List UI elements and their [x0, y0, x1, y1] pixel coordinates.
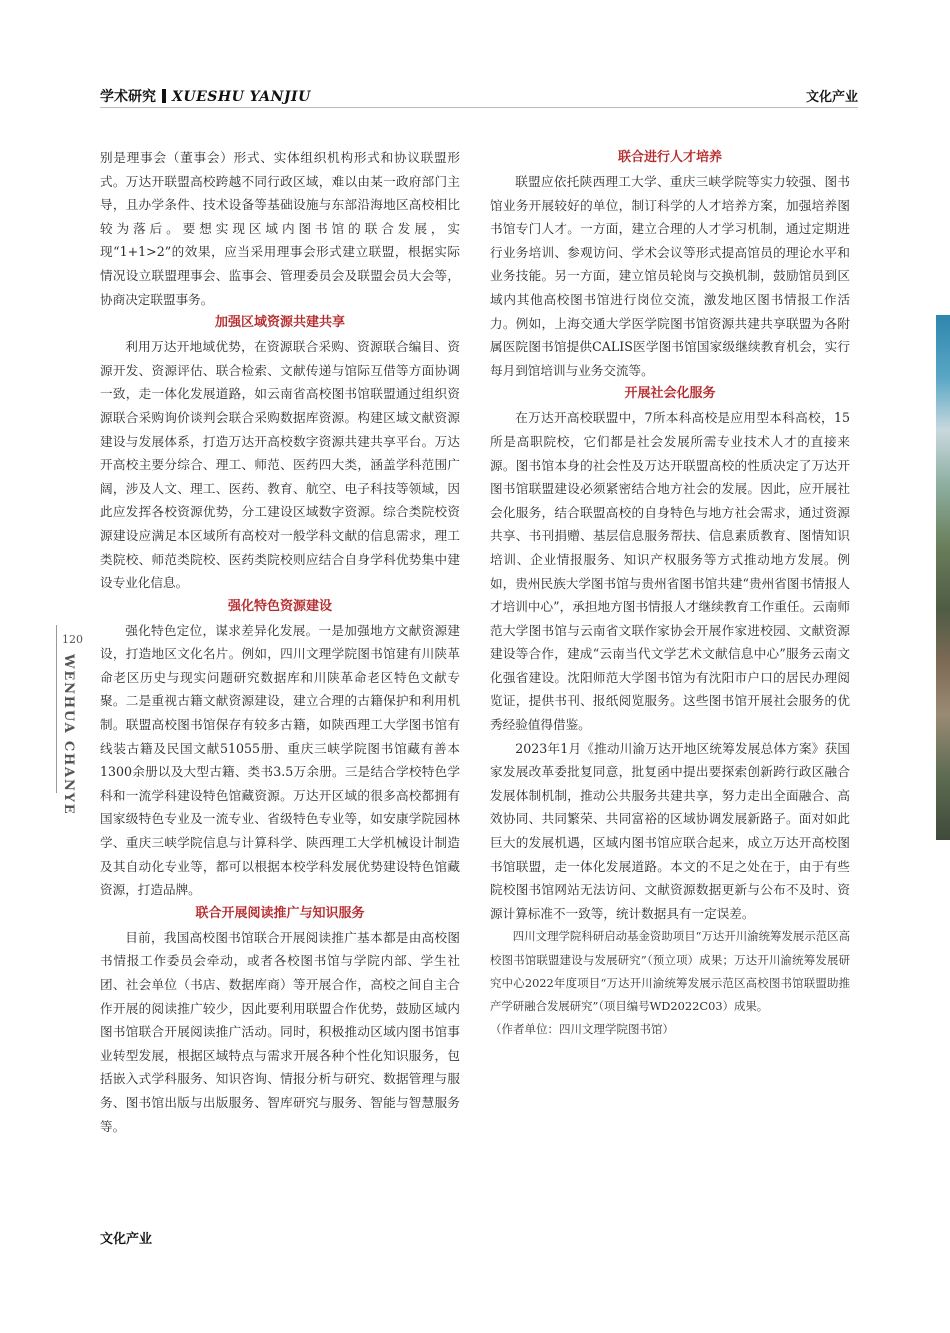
vertical-magazine-title: WENHUA CHANYE	[61, 654, 76, 816]
paragraph: 目前，我国高校图书馆联合开展阅读推广基本都是由高校图书情报工作委员会牵动，或者各校图书馆与学院内部、学生社团、社会单位（书店、数据库商）等开展合作，高校之间自主合作开展的阅读推广较少，因此要利用联盟合作优势，鼓励区域内图书馆联合开展阅读推广活动。同时，积极推动区域内图书馆事业转型发展，根据区域特点与需求开展各种个性化知识服务，包括嵌入式学科服务、知识咨询、情报分析与研究、数据管理与服务、图书馆出版与出版服务、智库研究与服务、智能与智慧服务等。	[100, 929, 460, 1134]
page-number: 120	[62, 633, 83, 646]
header-divider-bar	[162, 89, 166, 103]
section-title-pinyin: XUESHU YANJIU	[172, 89, 311, 105]
running-header	[100, 86, 311, 106]
paragraph: 在万达开高校联盟中，7所本科高校是应用型本科高校，15所是高职院校，它们都是社会发展所需专业技术人才的直接来源。图书馆本身的社会性及万达开联盟高校的性质决定了万达开图书馆联盟建设必须紧密结合地方社会的发展。因此，应开展社会化服务，结合联盟高校的自身特色与地方社会需求，通过资源共享、书刊捐赠、基层信息服务帮扶、信息素质教育、图情知识培训、企业情报服务、知识产权服务等方式推动地方发展。例如，贵州民族大学图书馆与贵州省图书馆共建“贵州省图书情报人才培训中心”，承担地方图书情报人才继续教育工作重任。云南师范大学图书馆与云南省文联作家协会开展作家进校园、文献资源建设等合作，建成“云南当代文学艺术文献信息中心”服务云南文化强省建设。沈阳师范大学图书馆为有沈阳市户口的居民办理阅览证，提供书刊、报纸阅览服务。这些图书馆开展社会服务的优秀经验值得借鉴。	[490, 410, 850, 733]
right-column	[490, 146, 850, 1042]
author-affiliation: （作者单位：四川文理学院图书馆）	[490, 1022, 674, 1037]
section-heading: 开展社会化服务	[624, 386, 716, 402]
section-title-cn: 学术研究	[100, 89, 156, 105]
magazine-name-footer: 文化产业	[100, 1232, 153, 1247]
edge-photo-strip	[936, 315, 950, 840]
section-heading: 联合进行人才培养	[617, 150, 722, 165]
paragraph: 联盟应依托陕西理工大学、重庆三峡学院等实力较强、图书馆业务开展较好的单位，制订科学的人才培养方案，加强培养图书馆专门人才。一方面，建立合理的人才学习机制，通过定期进行业务培训、参观访问、学术会议等形式提高馆员的理论水平和业务技能。另一方面，建立馆员轮岗与交换机制，鼓励馆员到区域内其他高校图书馆进行岗位交流，激发地区图书情报工作活力。例如，上海交通大学医学院图书馆资源共建共享联盟为各附属医院图书馆提供CALIS医学图书馆国家级继续教育机会，实行每月到馆培训与业务交流等。	[490, 174, 850, 378]
paragraph: 2023年1月《推动川渝万达开地区统筹发展总体方案》获国家发展改革委批复同意，批复函中提出要探索创新跨行政区融合发展体制机制，推动公共服务共建共享，努力走出全面融合、高效协同、共同繁荣、共同富裕的区域协调发展新路子。面对如此巨大的发展机遇，区域内图书馆应联合起来，成立万达开高校图书馆联盟，走一体化发展道路。本文的不足之处在于，由于有些院校图书馆网站无法访问、文献资源数据更新与公布不及时、资源计算标准不一致等，统计数据具有一定误差。	[490, 740, 850, 921]
paragraph: 利用万达开地域优势，在资源联合采购、资源联合编目、资源开发、资源评估、联合检索、文献传递与馆际互借等方面协调一致，走一体化发展道路，如云南省高校图书馆联盟通过组织资源联合采购询价谈判会联合采购数据库资源。构建区域文献资源建设与发展体系，打造万达开高校数字资源共建共享平台。万达开高校主要分综合、理工、师范、医药四大类，涵盖学科范围广阔，涉及人文、理工、医药、教育、航空、电子科技等领域，因此应发挥各校资源优势，分工建设区域数字资源。综合类院校资源建设应满足本区域所有高校对一般学科文献的信息需求，理工类院校、师范类院校、医药类院校则应结合自身学科优势集中建设专业化信息。	[100, 339, 460, 591]
paragraph: 强化特色定位，谋求差异化发展。一是加强地方文献资源建设，打造地区文化名片。例如，四川文理学院图书馆建有川陕革命老区历史与现实问题研究数据库和川陕革命老区特色文献专聚。二是重视古籍文献资源建设，建立合理的古籍保护和利用机制。联盟高校图书馆保存有较多古籍，如陕西理工大学图书馆有线装古籍及民国文献51055册、重庆三峡学院图书馆藏有善本1300余册以及大型古籍、类书3.5万余册。三是结合学校特色学科和一流学科建设特色馆藏资源。万达开区域的很多高校都拥有国家级特色专业及一流专业、省级特色专业等，如安康学院园林学、重庆三峡学院信息与计算科学、陕西理工大学机械设计制造及其自动化专业等，都可以根据本校学科发展优势建设特色馆藏资源，打造品牌。	[100, 622, 460, 898]
side-rule	[56, 625, 57, 793]
magazine-name-header: 文化产业	[805, 90, 858, 105]
section-heading: 强化特色资源建设	[227, 598, 332, 614]
left-column	[100, 146, 460, 1138]
paragraph: 别是理事会（董事会）形式、实体组织机构形式和协议联盟形式。万达开联盟高校跨越不同行政区域，难以由某一政府部门主导，且办学条件、技术设备等基础设施与东部沿海地区高校相比较为落后。要想实现区域内图书馆的联合发展，实现“1+1>2”的效果，应当采用理事会形式建立联盟，根据实际情况设立联盟理事会、监事会、管理委员会及联盟会员大会等，协商决定联盟事务。	[100, 150, 460, 307]
section-heading: 联合开展阅读推广与知识服务	[195, 905, 365, 921]
funding-note: 四川文理学院科研启动基金资助项目“万达开川渝统筹发展示范区高校图书馆联盟建设与发展研究”（预立项）成果；万达开川渝统筹发展研究中心2022年度项目“万达开川渝统筹发展示范区高校图书馆联盟助推产学研融合发展研究”（项目编号WD2022C03）成果。	[490, 929, 850, 1014]
section-heading: 加强区域资源共建共享	[214, 315, 345, 331]
header-rule	[100, 107, 858, 108]
